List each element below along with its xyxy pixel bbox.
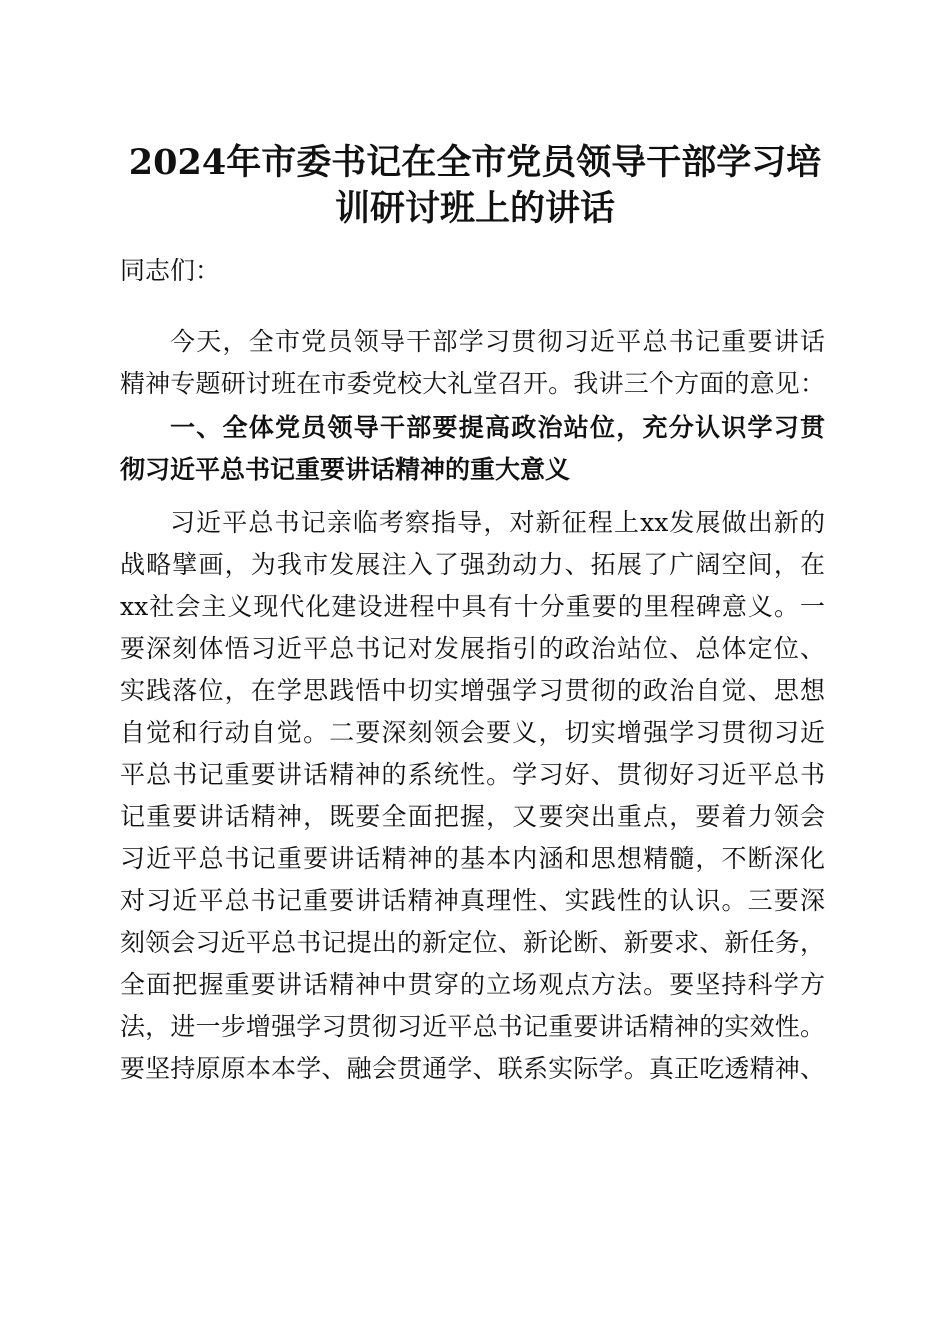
paragraph-line: 对习近平总书记重要讲话精神真理性、实践性的认识。三要深 bbox=[120, 886, 825, 915]
paragraph-line: 习近平总书记亲临考察指导，对新征程上xx发展做出新的 bbox=[170, 508, 825, 537]
paragraph-line: 习近平总书记重要讲话精神的基本内涵和思想精髓，不断深化 bbox=[120, 844, 825, 873]
salutation: 同志们： bbox=[120, 256, 221, 285]
paragraph-line: 刻领会习近平总书记提出的新定位、新论断、新要求、新任务， bbox=[120, 928, 825, 957]
document-title bbox=[100, 140, 850, 232]
paragraph-line: 战略擘画，为我市发展注入了强劲动力、拓展了广阔空间，在 bbox=[120, 550, 825, 579]
paragraph-line: 要坚持原原本本学、融会贯通学、联系实际学。真正吃透精神、 bbox=[120, 1054, 825, 1083]
paragraph-line: 自觉和行动自觉。二要深刻领会要义，切实增强学习贯彻习近 bbox=[120, 718, 825, 747]
paragraph-line: 法，进一步增强学习贯彻习近平总书记重要讲话精神的实效性。 bbox=[120, 1012, 825, 1041]
paragraph-line: 全面把握重要讲话精神中贯穿的立场观点方法。要坚持科学方 bbox=[120, 970, 825, 999]
paragraph-line: 要深刻体悟习近平总书记对发展指引的政治站位、总体定位、 bbox=[120, 634, 825, 663]
title-line-1: 2024年市委书记在全市党员领导干部学习培 bbox=[128, 142, 822, 183]
section-heading-line: 彻习近平总书记重要讲话精神的重大意义 bbox=[120, 455, 571, 484]
title-line-2: 训研讨班上的讲话 bbox=[334, 188, 615, 229]
paragraph-line: 精神专题研讨班在市委党校大礼堂召开。我讲三个方面的意见： bbox=[120, 369, 825, 398]
paragraph-line: 今天，全市党员领导干部学习贯彻习近平总书记重要讲话 bbox=[170, 327, 825, 356]
paragraph-line: xx社会主义现代化建设进程中具有十分重要的里程碑意义。一 bbox=[120, 592, 825, 621]
paragraph-line: 记重要讲话精神，既要全面把握，又要突出重点，要着力领会 bbox=[120, 802, 825, 831]
section-heading-line: 一、全体党员领导干部要提高政治站位，充分认识学习贯 bbox=[170, 413, 825, 442]
paragraph-line: 平总书记重要讲话精神的系统性。学习好、贯彻好习近平总书 bbox=[120, 760, 825, 789]
paragraph-line: 实践落位，在学思践悟中切实增强学习贯彻的政治自觉、思想 bbox=[120, 676, 825, 705]
